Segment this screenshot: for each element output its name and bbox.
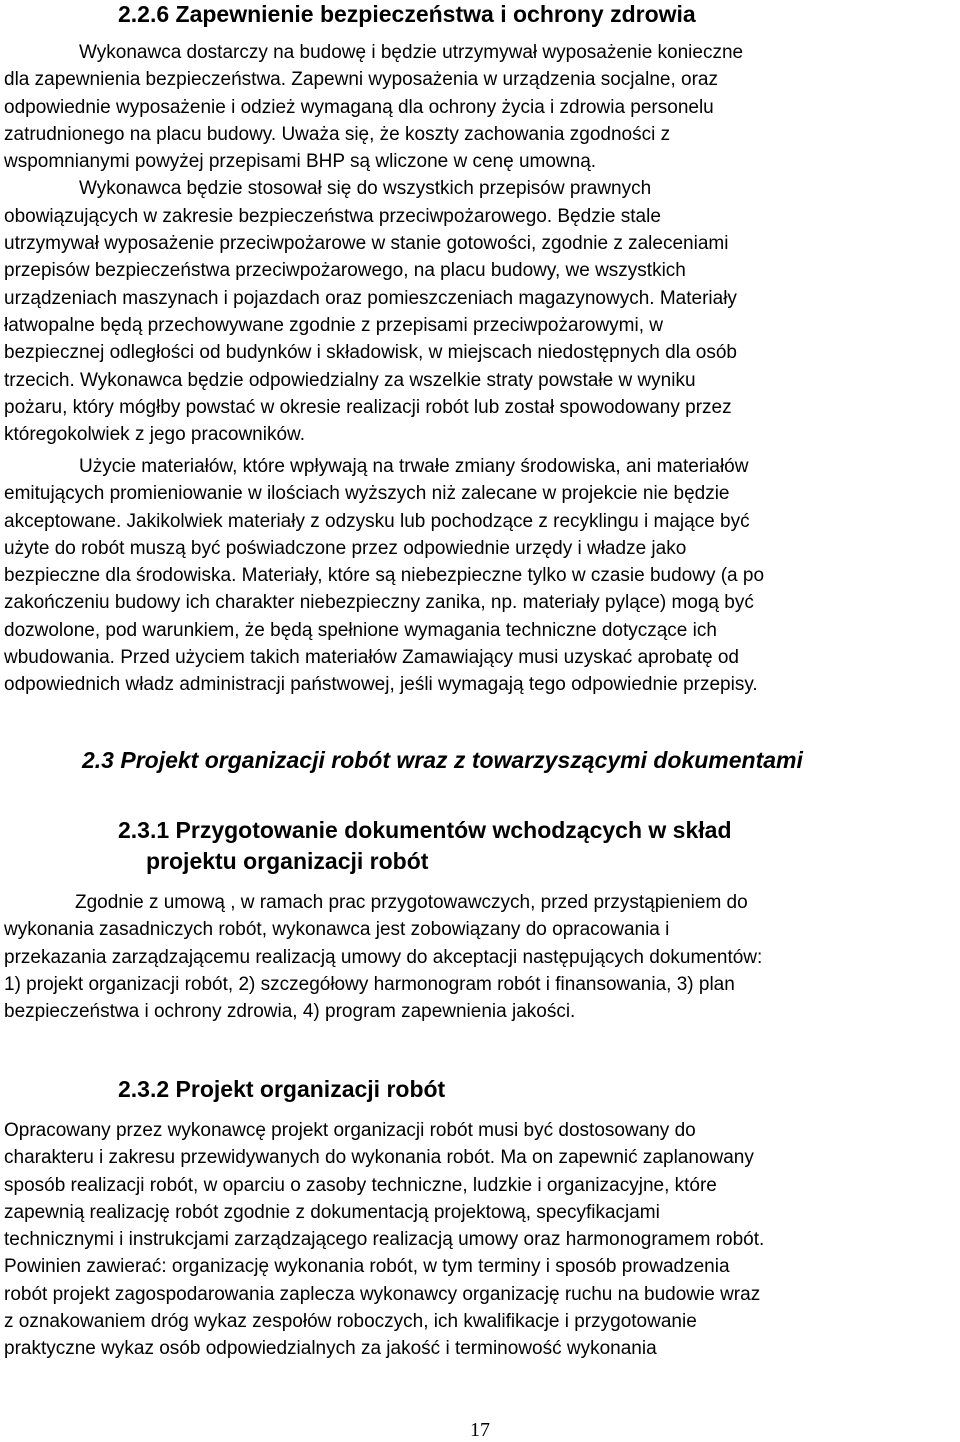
text-line: przekazania zarządzającemu realizacją umowy do akceptacji następujących dokumentów: bbox=[4, 946, 763, 968]
text-line: utrzymywał wyposażenie przeciwpożarowe w stanie gotowości, zgodnie z zaleceniami bbox=[4, 233, 729, 255]
text-line: 1) projekt organizacji robót, 2) szczegółowy harmonogram robót i finansowania, 3) plan bbox=[4, 973, 735, 995]
text-line: zatrudnionego na placu budowy. Uważa się, że koszty zachowania zgodności z bbox=[4, 123, 671, 145]
paragraph-documents bbox=[4, 889, 956, 1025]
subsection-heading-2-3-1: 2.3.1 Przygotowanie dokumentów wchodzących w skład bbox=[118, 817, 732, 843]
text-line: sposób realizacji robót, w oparciu o zasoby techniczne, ludzkie i organizacyjne, które bbox=[4, 1174, 717, 1196]
text-line: łatwopalne będą przechowywane zgodnie z przepisami przeciwpożarowymi, w bbox=[4, 314, 663, 336]
text-line: odpowiednich władz administracji państwowej, jeśli wymagają tego odpowiednie przepisy. bbox=[4, 674, 758, 696]
text-line: charakteru i zakresu przewidywanych do wykonania robót. Ma on zapewnić zaplanowany bbox=[4, 1147, 754, 1169]
paragraph-safety-equipment bbox=[4, 39, 956, 448]
paragraph-materials bbox=[4, 453, 956, 699]
subsection-heading-2-3-1-continued: projektu organizacji robót bbox=[146, 848, 429, 874]
text-line: odpowiednie wyposażenie i odzież wymaganą dla ochrony życia i zdrowia personelu bbox=[4, 96, 714, 118]
text-line: bezpiecznej odległości od budynków i składowisk, w miejscach niedostępnych dla osób bbox=[4, 342, 737, 364]
text-line: Powinien zawierać: organizację wykonania robót, w tym terminy i sposób prowadzenia bbox=[4, 1256, 730, 1278]
text-line: Użycie materiałów, które wpływają na trwałe zmiany środowiska, ani materiałów bbox=[79, 456, 749, 477]
text-line: z oznakowaniem dróg wykaz zespołów roboczych, ich kwalifikacje i przygotowanie bbox=[4, 1311, 697, 1333]
text-line: technicznymi i instrukcjami zarządzającego realizacją umowy oraz harmonogramem robót. bbox=[4, 1229, 765, 1251]
text-line: dozwolone, pod warunkiem, że będą spełnione wymagania techniczne dotyczące ich bbox=[4, 619, 717, 641]
text-line: trzecich. Wykonawca będzie odpowiedzialny za wszelkie straty powstałe w wyniku bbox=[4, 369, 696, 391]
text-line: dla zapewnienia bezpieczeństwa. Zapewni wyposażenia w urządzenia socjalne, oraz bbox=[4, 69, 718, 91]
text-line: użyte do robót muszą być poświadczone przez odpowiednie urzędy i władze jako bbox=[4, 537, 687, 559]
text-line: przepisów bezpieczeństwa przeciwpożarowego, na placu budowy, we wszystkich bbox=[4, 260, 686, 282]
text-line: urządzeniach maszynach i pojazdach oraz pomieszczeniach magazynowych. Materiały bbox=[4, 287, 737, 309]
section-heading-2-3: 2.3 Projekt organizacji robót wraz z towarzyszącymi dokumentami bbox=[82, 747, 803, 773]
text-line: pożaru, który mógłby powstać w okresie realizacji robót lub został spowodowany przez bbox=[4, 396, 732, 418]
paragraph-organization-project bbox=[4, 1117, 956, 1363]
text-line: wspomnianymi powyżej przepisami BHP są wliczone w cenę umowną. bbox=[4, 151, 597, 173]
section-heading-2-2-6: 2.2.6 Zapewnienie bezpieczeństwa i ochrony zdrowia bbox=[118, 1, 696, 27]
text-line: Wykonawca będzie stosował się do wszystkich przepisów prawnych bbox=[79, 178, 652, 200]
text-line: bezpieczne dla środowiska. Materiały, które są niebezpieczne tylko w czasie budowy (a po bbox=[4, 565, 765, 587]
text-line: emitujących promieniowanie w ilościach wyższych niż zalecane w projekcie nie będzie bbox=[4, 483, 730, 505]
text-line: któregokolwiek z jego pracowników. bbox=[4, 424, 305, 446]
text-line: zakończeniu budowy ich charakter niebezpieczny zanika, np. materiały pylące) mogą być bbox=[4, 592, 754, 614]
text-line: robót projekt zagospodarowania zaplecza wykonawcy organizację ruchu na budowie wraz bbox=[4, 1283, 761, 1305]
page-number: 17 bbox=[470, 1419, 490, 1441]
text-line: akceptowane. Jakikolwiek materiały z odzysku lub pochodzące z recyklingu i mające być bbox=[4, 510, 750, 532]
subsection-heading-2-3-2: 2.3.2 Projekt organizacji robót bbox=[118, 1076, 446, 1102]
text-line: Zgodnie z umową , w ramach prac przygotowawczych, przed przystąpieniem do bbox=[75, 892, 748, 913]
text-line: zapewnią realizację robót zgodnie z dokumentacją projektową, specyfikacjami bbox=[4, 1201, 660, 1223]
text-line: wykonania zasadniczych robót, wykonawca jest zobowiązany do opracowania i bbox=[4, 919, 670, 941]
text-line: Wykonawca dostarczy na budowę i będzie utrzymywał wyposażenie konieczne bbox=[79, 42, 744, 63]
text-line: obowiązujących w zakresie bezpieczeństwa przeciwpożarowego. Będzie stale bbox=[4, 205, 661, 227]
text-line: wbudowania. Przed użyciem takich materiałów Zamawiający musi uzyskać aprobatę od bbox=[4, 647, 739, 669]
text-line: praktyczne wykaz osób odpowiedzialnych za jakość i terminowość wykonania bbox=[4, 1338, 657, 1360]
text-line: bezpieczeństwa i ochrony zdrowia, 4) program zapewnienia jakości. bbox=[4, 1001, 576, 1023]
text-line: Opracowany przez wykonawcę projekt organizacji robót musi być dostosowany do bbox=[4, 1120, 696, 1141]
